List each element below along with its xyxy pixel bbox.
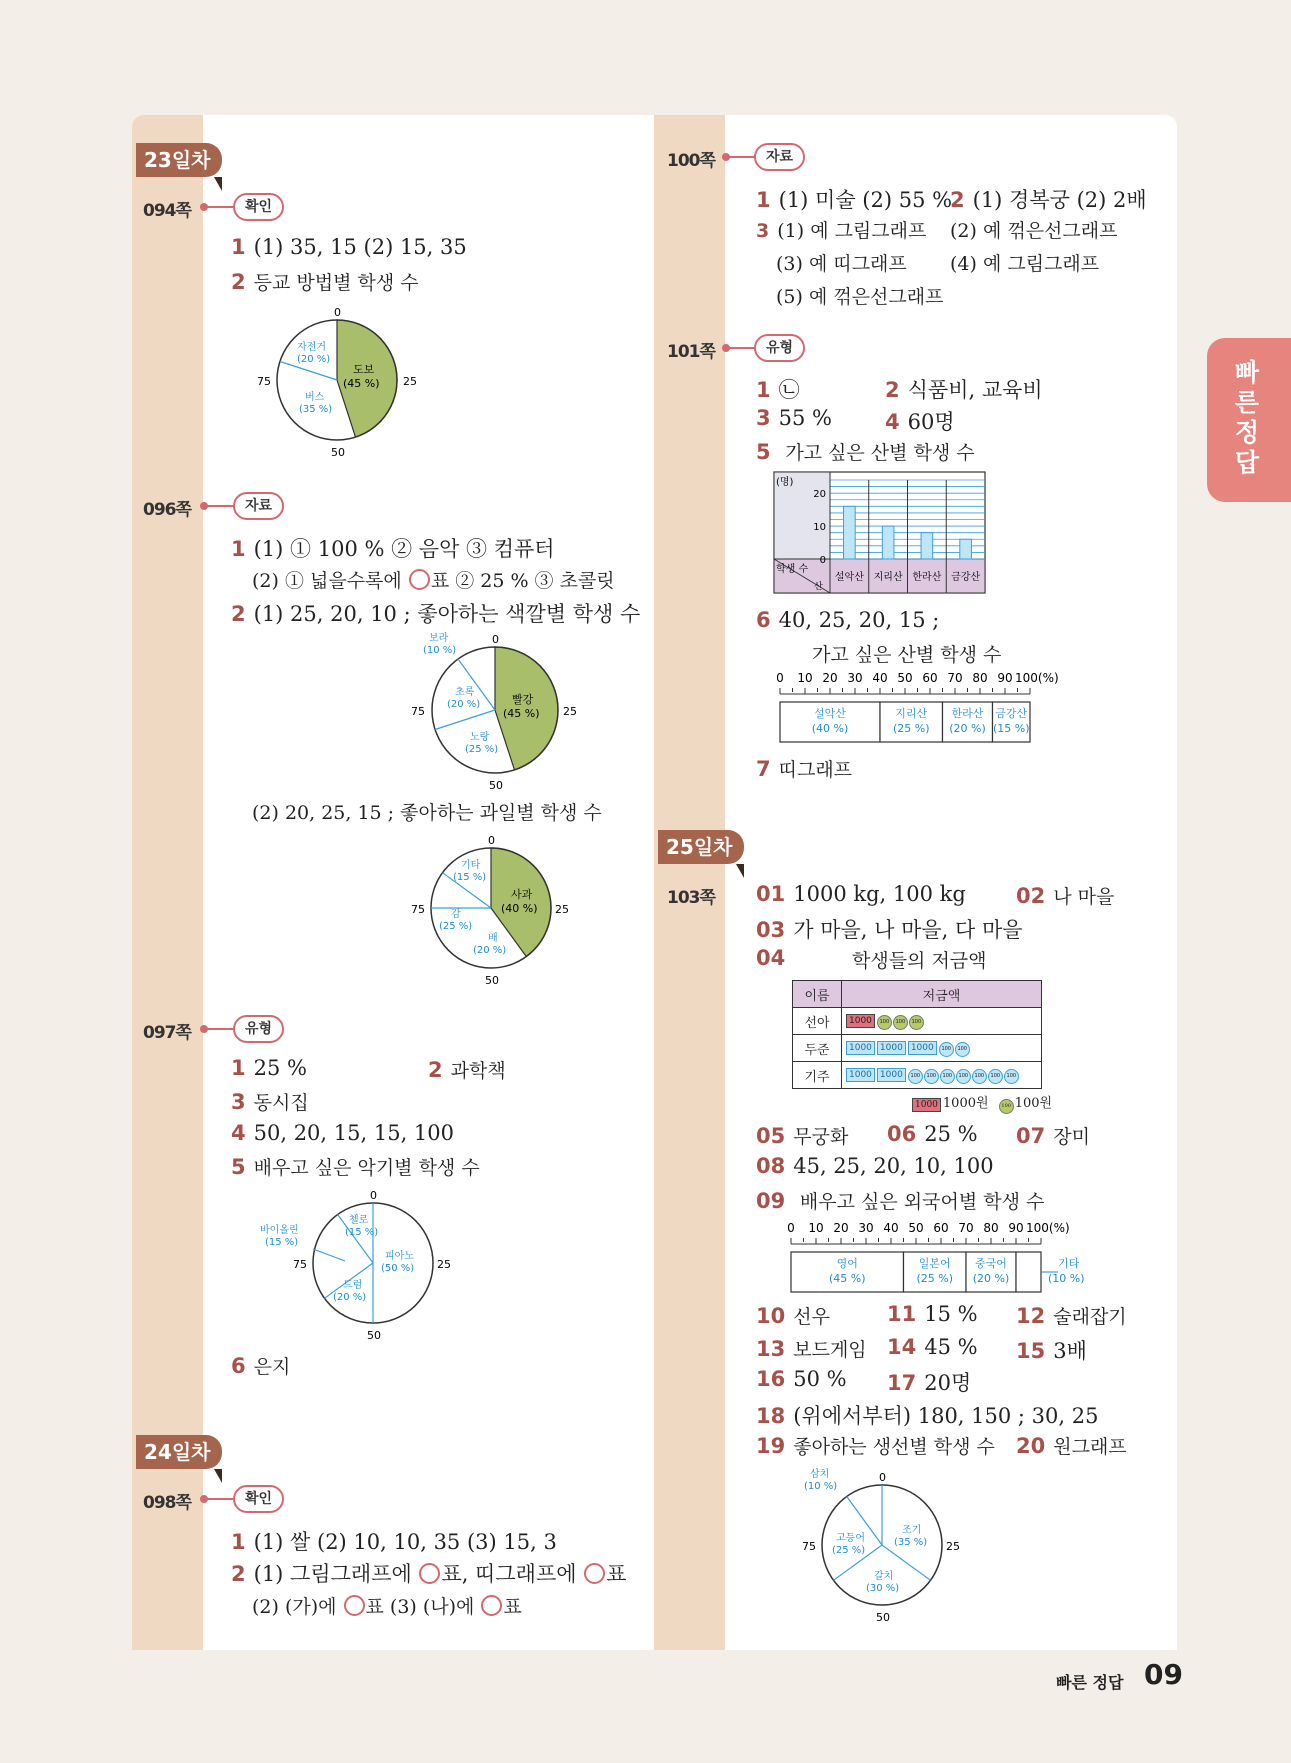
circle-mark	[409, 569, 430, 590]
pie-chart-instruments	[255, 1185, 465, 1345]
answer-4: 4 50, 20, 15, 15, 100	[231, 1121, 454, 1145]
table-header-name: 이름	[793, 981, 842, 1008]
slice-pct-red: (45 %)	[503, 707, 540, 720]
slice-label-walk: 도보	[353, 363, 375, 376]
axis-tick-0: 0	[334, 306, 341, 319]
slice-label-bus: 버스	[305, 392, 325, 403]
slice-pct-walk: (45 %)	[343, 377, 380, 390]
band-chart-mountains	[775, 670, 1065, 745]
slice-label-green: 초록	[455, 687, 475, 698]
y-tick-label: 0	[819, 555, 826, 566]
band-tick-label: 90	[997, 671, 1013, 685]
band-tick-label: 90	[1008, 1221, 1024, 1235]
table-cell-name: 선아	[793, 1008, 842, 1035]
slice-pct-bike: (20 %)	[297, 354, 331, 365]
answer-2: 2 (1) 25, 20, 10 ; 좋아하는 색깔별 학생 수	[231, 602, 641, 626]
tag-type: 유형	[233, 1015, 284, 1043]
axis-tick-75: 75	[411, 903, 425, 916]
connector	[204, 1498, 236, 1500]
answer-10: 10 선우	[756, 1304, 830, 1328]
axis-tick-25: 25	[403, 375, 417, 388]
band-tick-label: 80	[972, 671, 988, 685]
answer-01: 01 1000 kg, 100 kg	[756, 882, 966, 906]
day-badge-23: 23일차	[136, 143, 222, 177]
circle-mark	[584, 1563, 605, 1584]
pie-chart-colors	[405, 630, 595, 790]
answer-3-4: (4) 예 그림그래프	[950, 253, 1100, 275]
answer-5: 5 가고 싶은 산별 학생 수	[756, 440, 975, 464]
answer-7: 7 띠그래프	[756, 757, 853, 781]
band-tick-label: 30	[858, 1221, 874, 1235]
corner-top-label: 학생 수	[776, 564, 809, 575]
savings-legend: 1000 1000원 100 100원	[912, 1092, 1052, 1114]
answer-3: 3 동시집	[231, 1090, 309, 1114]
axis-tick-50: 50	[485, 974, 499, 987]
answer-1: 1 (1) 미술 (2) 55 %	[756, 188, 953, 212]
slice-label-pear: 배	[488, 933, 498, 944]
slice-label-croaker: 조기	[902, 1525, 922, 1536]
answer-1: 1 25 %	[231, 1056, 307, 1080]
band-segment-pct: (15 %)	[992, 722, 1030, 735]
page-label-101: 101쪽	[667, 342, 715, 362]
band-unit: 100(%)	[1026, 1221, 1070, 1235]
answer-02: 02 나 마을	[1016, 884, 1115, 908]
slice-pct-croaker: (35 %)	[894, 1537, 928, 1548]
slice-label-hairtail: 갈치	[874, 1571, 894, 1582]
band-tick-label: 10	[797, 671, 813, 685]
slice-pct-bus: (35 %)	[299, 404, 333, 415]
answer-14: 14 45 %	[887, 1335, 978, 1359]
slice-pct-spanish-mackerel: (10 %)	[804, 1481, 838, 1492]
answer-2-2: (2) (가)에 표 (3) (나)에 표	[252, 1596, 522, 1618]
table-cell-name: 기주	[793, 1062, 842, 1089]
x-tick-label: 금강산	[951, 572, 981, 583]
answer-1: 1 (1) ① 100 % ② 음악 ③ 컴퓨터	[231, 537, 555, 561]
band-tick-label: 0	[787, 1221, 795, 1235]
corner-bottom-label: 산	[814, 582, 823, 592]
tag-data: 자료	[233, 492, 284, 520]
band-tick-label: 60	[922, 671, 938, 685]
slice-label-mackerel: 고등어	[836, 1533, 865, 1544]
answer-1: 1 ㉡	[756, 378, 800, 402]
tag-confirm: 확인	[233, 1485, 284, 1513]
slice-label-piano: 피아노	[385, 1251, 414, 1262]
answer-6: 6 은지	[231, 1354, 291, 1378]
band-segment-label: 지리산	[895, 707, 928, 720]
band-tick-label: 50	[897, 671, 913, 685]
tag-confirm: 확인	[233, 193, 284, 221]
x-tick-label: 지리산	[873, 572, 903, 583]
answer-3: 3 (1) 예 그림그래프	[756, 220, 927, 242]
answer-1: 1 (1) 35, 15 (2) 15, 35	[231, 235, 467, 259]
bar	[960, 539, 972, 559]
answer-13: 13 보드게임	[756, 1337, 867, 1361]
band-segment	[1016, 1252, 1041, 1292]
axis-tick-0: 0	[492, 633, 499, 646]
side-tab-quick-answers[interactable]	[1207, 338, 1291, 502]
y-tick-label: 20	[813, 489, 826, 501]
slice-pct-piano: (50 %)	[381, 1263, 415, 1274]
answer-15: 15 3배	[1016, 1339, 1087, 1363]
connector	[204, 1028, 236, 1030]
axis-tick-50: 50	[331, 446, 345, 459]
slice-label-persimmon: 감	[451, 909, 461, 920]
answer-07: 07 장미	[1016, 1124, 1090, 1148]
slice-pct-green: (20 %)	[447, 699, 481, 710]
band-segment-label: 영어	[836, 1257, 858, 1270]
bar-chart-mountains	[774, 472, 989, 597]
answer-20: 20 원그래프	[1016, 1434, 1127, 1458]
table-row: 기주 1000 1000 100 100 100 100 100 100 100	[793, 1062, 1042, 1089]
bar	[882, 526, 894, 559]
page-label-098: 098쪽	[143, 1493, 191, 1513]
slice-pct-etc: (15 %)	[453, 872, 487, 883]
band-segment-pct: (25 %)	[892, 722, 930, 735]
axis-tick-75: 75	[257, 375, 271, 388]
axis-tick-50: 50	[489, 779, 503, 792]
slice-pct-hairtail: (30 %)	[866, 1583, 900, 1594]
answer-1-2: (2) ① 넓을수록에 표 ② 25 % ③ 초콜릿	[252, 570, 615, 592]
slice-label-etc: 기타	[461, 860, 481, 871]
answer-08: 08 45, 25, 20, 10, 100	[756, 1154, 994, 1178]
answer-3: 3 55 %	[756, 406, 832, 430]
band-segment-pct: (25 %)	[916, 1272, 954, 1285]
answer-06: 06 25 %	[887, 1122, 978, 1146]
band-segment-label: 일본어	[918, 1257, 951, 1270]
answer-17: 17 20명	[887, 1371, 972, 1395]
answer-04: 04	[756, 946, 786, 970]
slice-label-yellow: 노랑	[470, 732, 490, 743]
slice-pct-violin: (15 %)	[265, 1237, 299, 1248]
answer-5: 5 배우고 싶은 악기별 학생 수	[231, 1155, 480, 1179]
band-segment-label: 기타	[1058, 1257, 1080, 1270]
answer-2: 2 등교 방법별 학생 수	[231, 270, 419, 294]
slice-label-purple: 보라	[429, 633, 449, 644]
page-label-100: 100쪽	[667, 151, 715, 171]
slice-label-spanish-mackerel: 삼치	[810, 1469, 830, 1480]
axis-tick-0: 0	[879, 1471, 886, 1484]
band-tick-label: 60	[933, 1221, 949, 1235]
connector	[204, 505, 236, 507]
table-row: 선아 1000 100 100 100	[793, 1008, 1042, 1035]
axis-tick-25: 25	[555, 903, 569, 916]
band-tick-label: 30	[847, 671, 863, 685]
x-tick-label: 한라산	[912, 572, 942, 583]
answer-6-title: 가고 싶은 산별 학생 수	[812, 644, 1002, 666]
band-tick-label: 20	[822, 671, 838, 685]
answer-05: 05 무궁화	[756, 1124, 849, 1148]
band-tick-label: 40	[883, 1221, 899, 1235]
answer-2: 2 식품비, 교육비	[885, 378, 1043, 402]
band-chart-languages	[786, 1220, 1086, 1295]
answer-1: 1 (1) 쌀 (2) 10, 10, 35 (3) 15, 3	[231, 1530, 557, 1554]
slice-pct-drum: (20 %)	[333, 1292, 367, 1303]
axis-tick-0: 0	[488, 834, 495, 847]
slice-label-bike: 자전거	[297, 342, 326, 353]
band-segment-pct: (20 %)	[949, 722, 986, 735]
connector	[204, 206, 236, 208]
band-segment-label: 중국어	[975, 1257, 1007, 1270]
answer-04-title: 학생들의 저금액	[852, 950, 987, 972]
slice-pct-yellow: (25 %)	[465, 744, 499, 755]
pie-chart-fruits	[405, 830, 595, 990]
answer-2: 2 과학책	[428, 1058, 506, 1082]
left-margin-strip	[132, 115, 203, 1650]
page-number: 09	[1144, 1658, 1183, 1691]
footer-label: 빠른 정답	[1056, 1673, 1124, 1692]
axis-tick-50: 50	[367, 1329, 381, 1342]
band-segment-pct: (40 %)	[811, 722, 849, 735]
slice-pct-pear: (20 %)	[473, 945, 507, 956]
band-segment-pct: (45 %)	[828, 1272, 866, 1285]
pie-chart-fish	[790, 1465, 980, 1625]
pie-chart-commute	[255, 305, 415, 460]
slice-pct-persimmon: (25 %)	[439, 921, 473, 932]
circle-mark	[481, 1595, 502, 1616]
answer-11: 11 15 %	[887, 1302, 978, 1326]
circle-mark	[419, 1563, 440, 1584]
slice-pct-purple: (10 %)	[423, 645, 457, 656]
x-tick-label: 설악산	[834, 572, 864, 583]
band-tick-label: 70	[958, 1221, 974, 1235]
page-label-097: 097쪽	[143, 1023, 191, 1043]
band-tick-label: 40	[872, 671, 888, 685]
band-unit: 100(%)	[1015, 671, 1059, 685]
axis-tick-50: 50	[876, 1611, 890, 1624]
page-label-094: 094쪽	[143, 201, 191, 221]
axis-tick-75: 75	[411, 705, 425, 718]
band-segment-label: 한라산	[951, 707, 984, 720]
savings-table	[792, 980, 1042, 1089]
band-segment-pct: (10 %)	[1048, 1272, 1085, 1285]
band-segment-label: 설악산	[814, 707, 846, 720]
bar	[921, 533, 933, 559]
slice-label-apple: 사과	[511, 888, 533, 901]
axis-tick-25: 25	[437, 1258, 451, 1271]
answer-09: 09 배우고 싶은 외국어별 학생 수	[756, 1189, 1045, 1213]
answer-19: 19 좋아하는 생선별 학생 수	[756, 1434, 995, 1458]
side-tab-label: 빠른정답	[1234, 358, 1260, 477]
axis-tick-0: 0	[370, 1189, 377, 1202]
band-segment-pct: (20 %)	[972, 1272, 1010, 1285]
slice-pct-mackerel: (25 %)	[832, 1545, 866, 1556]
answer-3-5: (5) 예 꺾은선그래프	[776, 286, 944, 308]
slice-pct-apple: (40 %)	[501, 902, 538, 915]
page-label-096: 096쪽	[143, 500, 191, 520]
slice-label-cello: 첼로	[349, 1215, 369, 1226]
answer-2: 2 (1) 그림그래프에 표, 띠그래프에 표	[231, 1562, 627, 1586]
day-badge-25: 25일차	[658, 830, 744, 864]
slice-pct-cello: (15 %)	[345, 1227, 379, 1238]
band-segment-label: 금강산	[995, 707, 1028, 720]
answer-03: 03 가 마을, 나 마을, 다 마을	[756, 918, 1023, 942]
band-tick-label: 20	[833, 1221, 849, 1235]
axis-tick-75: 75	[293, 1258, 307, 1271]
band-tick-label: 70	[947, 671, 963, 685]
table-cell-name: 두준	[793, 1035, 842, 1062]
answer-16: 16 50 %	[756, 1367, 847, 1391]
axis-tick-25: 25	[946, 1540, 960, 1553]
band-tick-label: 0	[776, 671, 784, 685]
answer-3-2: (2) 예 꺾은선그래프	[950, 220, 1118, 242]
tag-data: 자료	[754, 143, 805, 171]
answer-2-2: (2) 20, 25, 15 ; 좋아하는 과일별 학생 수	[252, 802, 602, 824]
circle-mark	[344, 1595, 365, 1616]
day-badge-24: 24일차	[136, 1435, 222, 1469]
bar	[844, 506, 856, 559]
axis-tick-75: 75	[802, 1540, 816, 1553]
answer-2: 2 (1) 경복궁 (2) 2배	[950, 188, 1147, 212]
table-header-amount: 저금액	[842, 981, 1042, 1008]
answer-12: 12 술래잡기	[1016, 1304, 1127, 1328]
axis-tick-25: 25	[563, 705, 577, 718]
tag-type: 유형	[754, 334, 805, 362]
y-tick-label: 10	[813, 522, 826, 534]
band-tick-label: 80	[983, 1221, 999, 1235]
band-tick-label: 10	[808, 1221, 824, 1235]
table-row: 두준 1000 1000 1000 100 100	[793, 1035, 1042, 1062]
band-tick-label: 50	[908, 1221, 924, 1235]
slice-label-red: 빨강	[512, 693, 534, 706]
answer-6: 6 40, 25, 20, 15 ;	[756, 608, 940, 632]
answer-3-3: (3) 예 띠그래프	[776, 253, 907, 275]
slice-label-drum: 드럼	[343, 1280, 363, 1291]
slice-label-violin: 바이올린	[260, 1225, 299, 1236]
answer-4: 4 60명	[885, 410, 955, 434]
y-unit-label: (명)	[776, 477, 794, 488]
page-label-103: 103쪽	[667, 888, 715, 908]
answer-18: 18 (위에서부터) 180, 150 ; 30, 25	[756, 1404, 1099, 1428]
